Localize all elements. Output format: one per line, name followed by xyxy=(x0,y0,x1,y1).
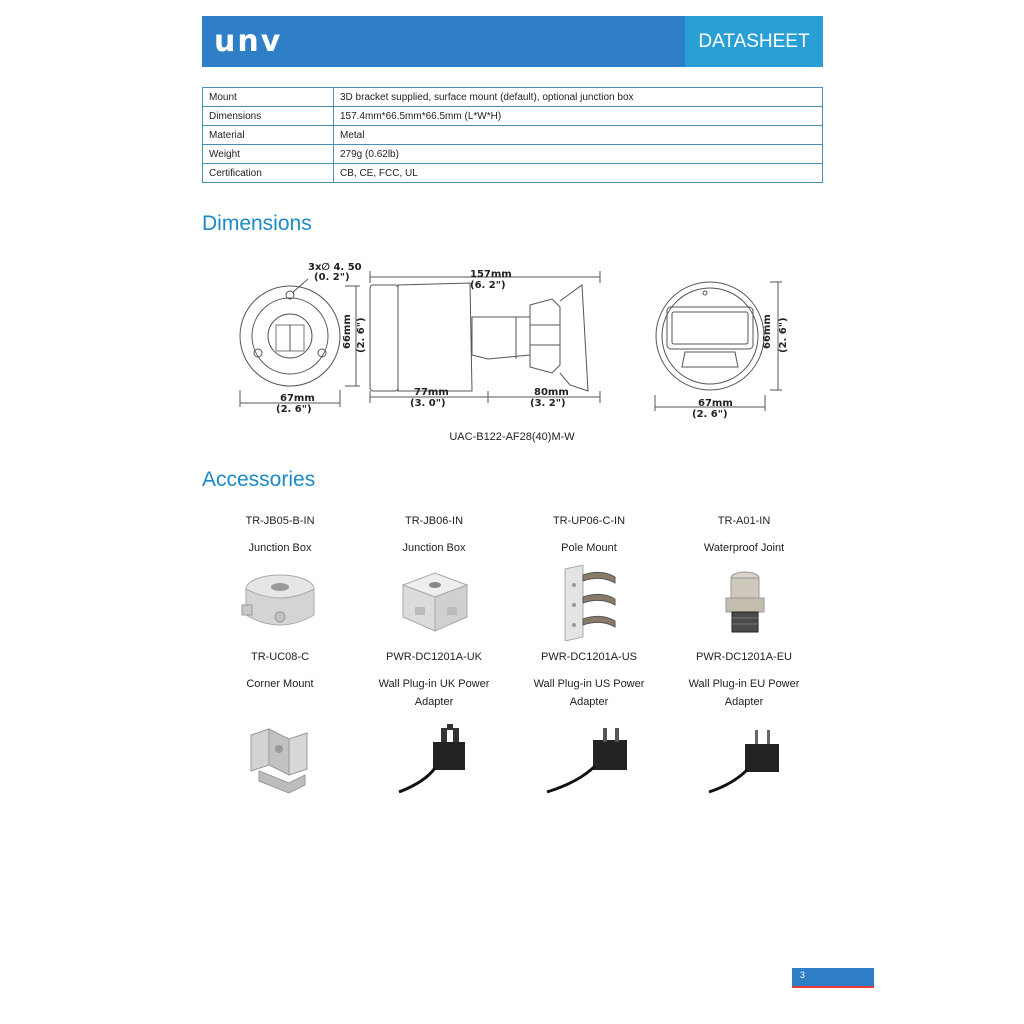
dim-length: 157mm xyxy=(470,269,512,280)
spec-key: Certification xyxy=(203,164,334,183)
accessories-title: Accessories xyxy=(202,468,316,491)
dimensions-drawing xyxy=(230,255,800,430)
side-view-body xyxy=(370,285,398,391)
dim-seg2: 80mm xyxy=(534,387,569,398)
accessory-item xyxy=(202,648,358,693)
spec-key: Material xyxy=(203,126,334,145)
accessory-item xyxy=(511,648,667,711)
dim-front-height-inch: (2. 6") xyxy=(356,317,367,353)
eu-power-adapter-image xyxy=(705,722,790,797)
table-row xyxy=(203,126,823,145)
accessory-code: TR-JB05-B-IN xyxy=(245,515,315,527)
accessory-name: Corner Mount xyxy=(246,678,314,690)
accessory-code: PWR-DC1201A-EU xyxy=(696,651,792,663)
accessory-code: TR-UP06-C-IN xyxy=(552,515,626,527)
datasheet-label: DATASHEET xyxy=(698,31,810,52)
dim-front-height: 66mm xyxy=(342,314,353,349)
spec-value: Metal xyxy=(334,126,823,145)
corner-mount-image xyxy=(245,725,315,795)
accessory-name: Wall Plug-in US Power xyxy=(533,678,645,690)
accessory-code: TR-UC08-C xyxy=(250,651,310,663)
dim-holes-inch: (0. 2") xyxy=(314,272,350,283)
dim-seg1: 77mm xyxy=(414,387,449,398)
accessory-code: TR-A01-IN xyxy=(717,515,771,527)
us-power-adapter-image xyxy=(545,722,635,797)
accessory-item xyxy=(666,648,822,711)
accessory-name-line2: Adapter xyxy=(414,696,454,708)
accessory-name: Waterproof Joint xyxy=(703,542,785,554)
accessory-code: PWR-DC1201A-UK xyxy=(386,651,482,663)
spec-value: 157.4mm*66.5mm*66.5mm (L*W*H) xyxy=(334,107,823,126)
accessory-name: Wall Plug-in UK Power xyxy=(378,678,490,690)
table-row xyxy=(203,107,823,126)
accessory-name: Wall Plug-in EU Power xyxy=(688,678,800,690)
accessory-name-line2: Adapter xyxy=(569,696,609,708)
accessory-item xyxy=(202,512,358,557)
dim-back-height: 66mm xyxy=(762,314,773,349)
junction-box-square-image xyxy=(395,567,475,637)
dim-front-width-inch: (2. 6") xyxy=(276,404,312,415)
page-number-underline xyxy=(792,986,874,988)
waterproof-joint-image xyxy=(720,568,770,638)
spec-table xyxy=(202,87,823,183)
model-caption: UAC-B122-AF28(40)M-W xyxy=(449,431,575,443)
accessory-name: Pole Mount xyxy=(561,542,617,554)
dim-length-inch: (6. 2") xyxy=(470,280,506,291)
accessory-item xyxy=(356,512,512,557)
dim-holes: 3x∅ 4. 50 xyxy=(308,262,362,273)
accessory-item xyxy=(666,512,822,557)
spec-value: 279g (0.62lb) xyxy=(334,145,823,164)
dim-back-height-inch: (2. 6") xyxy=(778,317,789,353)
dim-front-width: 67mm xyxy=(280,393,315,404)
spec-key: Dimensions xyxy=(203,107,334,126)
accessory-item xyxy=(511,512,667,557)
dim-back-width-inch: (2. 6") xyxy=(692,409,728,420)
dim-back-width: 67mm xyxy=(698,398,733,409)
junction-box-round-image xyxy=(240,567,320,637)
table-row xyxy=(203,145,823,164)
accessory-name: Junction Box xyxy=(248,542,312,554)
table-row xyxy=(203,88,823,107)
table-row xyxy=(203,164,823,183)
uk-power-adapter-image xyxy=(395,722,480,797)
spec-key: Mount xyxy=(203,88,334,107)
pole-mount-image xyxy=(555,565,625,641)
spec-key: Weight xyxy=(203,145,334,164)
spec-value: CB, CE, FCC, UL xyxy=(334,164,823,183)
page-number: 3 xyxy=(800,970,806,980)
accessory-name: Junction Box xyxy=(402,542,466,554)
accessory-name-line2: Adapter xyxy=(724,696,764,708)
accessory-code: TR-JB06-IN xyxy=(404,515,464,527)
dimensions-title: Dimensions xyxy=(202,212,312,235)
dim-seg1-inch: (3. 0") xyxy=(410,398,446,409)
accessory-item xyxy=(356,648,512,711)
dim-seg2-inch: (3. 2") xyxy=(530,398,566,409)
spec-value: 3D bracket supplied, surface mount (default), optional junction box xyxy=(334,88,823,107)
brand-logo: unv xyxy=(214,24,283,59)
accessory-code: PWR-DC1201A-US xyxy=(541,651,637,663)
